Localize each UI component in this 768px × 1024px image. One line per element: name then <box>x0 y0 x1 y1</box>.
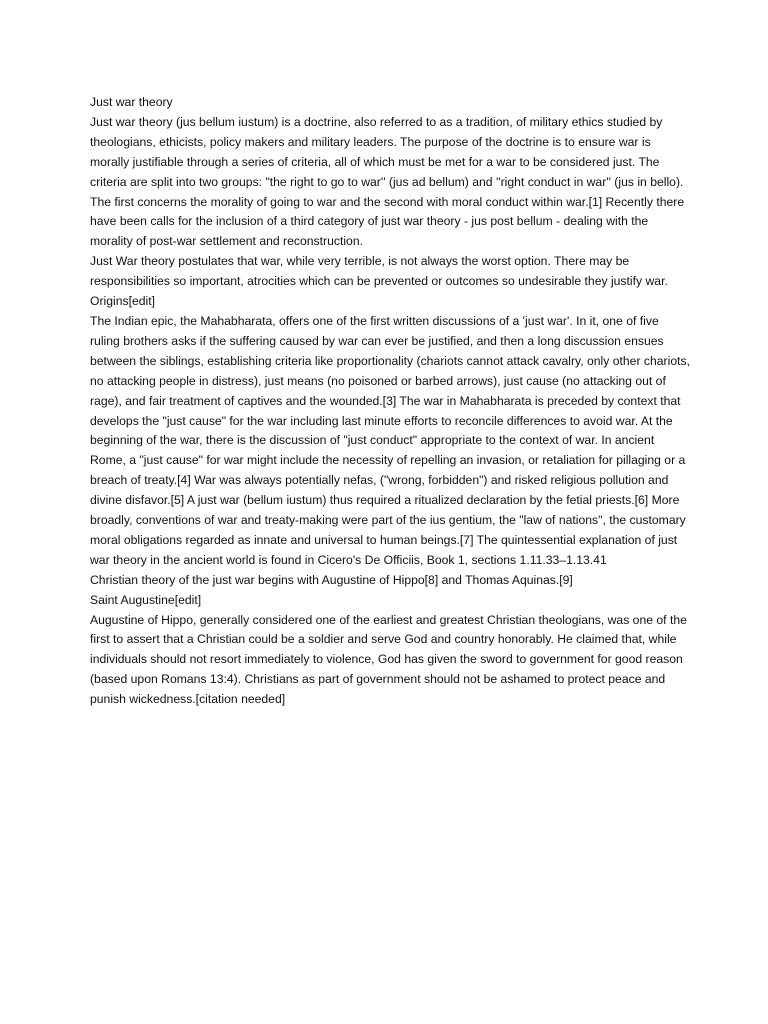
christian-theory-paragraph: Christian theory of the just war begins with Augustine of Hippo[8] and Thomas Aquinas.[9] <box>90 572 573 587</box>
document-title: Just war theory <box>90 95 173 109</box>
origins-heading: Origins[edit] <box>90 294 156 309</box>
postulate-paragraph: Just War theory postulates that war, while very terrible, is not always the worst option. There may be responsibilities so important, atrocities which can be prevented or outcomes so undesirable they justify war. <box>90 254 668 289</box>
saint-augustine-heading: Saint Augustine[edit] <box>90 592 202 607</box>
intro-paragraph: Just war theory (jus bellum iustum) is a doctrine, also referred to as a tradition, of military ethics studied by theologians, ethicists, policy makers and military leaders. The purpose of the doctrine is to ensure war is morally justifiable through a series of criteria, all of which must be met for a war to be considered just. The criteria are split into two groups: "the right to go to war'' (jus ad bellum) and ''right conduct in war'' (jus in bello). The first concerns the morality of going to war and the second with moral conduct within war.[1] Recently there have been calls for the inclusion of a third category of just war theory - jus post bellum - dealing with the morality of post-war settlement and reconstruction. <box>90 114 685 249</box>
origins-paragraph: The Indian epic, the Mahabharata, offers one of the first written discussions of a 'just war'. In it, one of five ruling brothers asks if the suffering caused by war can ever be justified, and then a long discussion ensues between the siblings, establishing criteria like proportionality (chariots cannot attack cavalry, only other chariots, no attacking people in distress), just means (no poisoned or barbed arrows), just cause (no attacking out of rage), and fair treatment of captives and the wounded.[3] The war in Mahabharata is preceded by context that develops the "just cause" for the war including last minute efforts to reconcile differences to avoid war. At the beginning of the war, there is the discussion of "just conduct" appropriate to the context of war. In ancient Rome, a "just cause" for war might include the necessity of repelling an invasion, or retaliation for pillaging or a breach of treaty.[4] War was always potentially nefas, ("wrong, forbidden") and risked religious pollution and divine disfavor.[5] A just war (bellum iustum) thus required a ritualized declaration by the fetial priests.[6] More broadly, conventions of war and treaty-making were part of the ius gentium, the "law of nations", the customary moral obligations regarded as innate and universal to human beings.[7] The quintessential explanation of just war theory in the ancient world is found in Cicero's De Officiis, Book 1, sections 1.11.33–1.13.41 <box>90 313 690 567</box>
augustine-paragraph: Augustine of Hippo, generally considered one of the earliest and greatest Christian theologians, was one of the first to assert that a Christian could be a soldier and serve God and country honorably. He claimed that, while individuals should not resort immediately to violence, God has given the sword to government for good reason (based upon Romans 13:4). Christians as part of government should not be ashamed to protect peace and punish wickedness.[citation needed] <box>90 612 687 707</box>
document-page <box>90 93 690 710</box>
